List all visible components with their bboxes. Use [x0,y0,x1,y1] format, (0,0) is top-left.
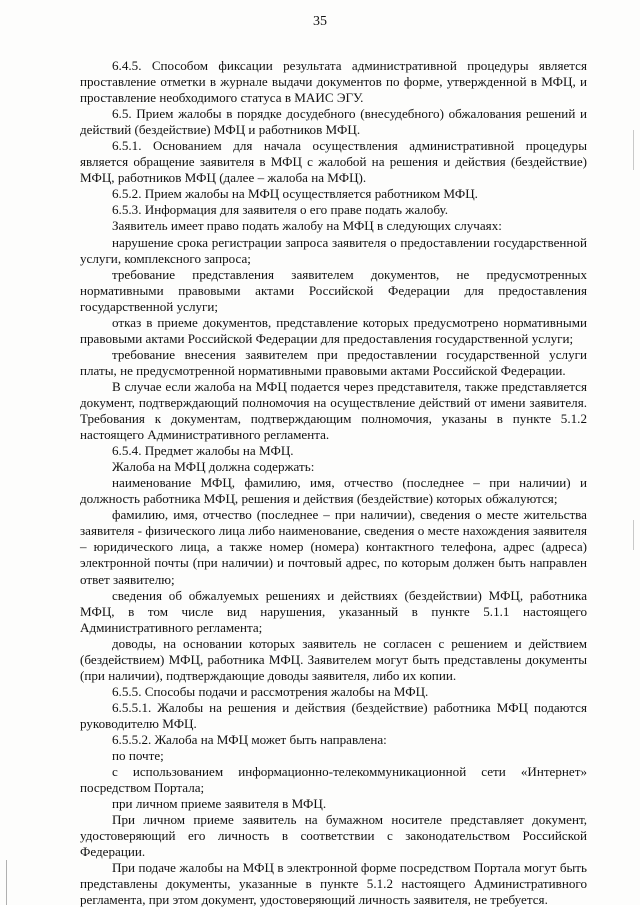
paragraph-6-5: 6.5. Прием жалобы в порядке досудебного (внесудебного) обжалования решений и действий (бездействие) МФЦ и работников МФЦ. [80,106,587,138]
list-item-via-internet: с использованием информационно-телекоммуникационной сети «Интернет» посредством Портала; [80,764,587,796]
list-item-deadline-violation: нарушение срока регистрации запроса заявителя о предоставлении государственной услуги, комплексного запроса; [80,234,587,266]
list-item-document-refusal: отказ в приеме документов, представление которых предусмотрено нормативными правовыми актами Российской Федерации для предоставления государственной услуги; [80,314,587,346]
document-body [80,58,587,908]
paragraph-6-5-5: 6.5.5. Способы подачи и рассмотрения жалобы на МФЦ. [112,683,429,699]
scan-margin-line [6,860,7,905]
paragraph-electronic-submission: При подаче жалобы на МФЦ в электронной форме посредством Портала могут быть представлены документы, указанные в пункте 5.1.2 настоящего Административного регламента, при этом документ, удостоверяющий личность заявителя, не требуется. [80,860,587,908]
scan-edge-mark [633,520,634,550]
paragraph-6-5-5-1: 6.5.5.1. Жалобы на решения и действия (бездействие) работника МФЦ подаются руководителю МФЦ. [80,699,587,731]
paragraph-6-5-3: 6.5.3. Информация для заявителя о его праве подать жалобу. [112,202,449,218]
paragraph-6-5-5-2: 6.5.5.2. Жалоба на МФЦ может быть направлена: [112,731,387,747]
paragraph-complaint-cases-intro: Заявитель имеет право подать жалобу на МФЦ в следующих случаях: [112,218,502,234]
paragraph-6-5-2: 6.5.2. Прием жалобы на МФЦ осуществляется работником МФЦ. [112,186,478,202]
paragraph-6-5-4: 6.5.4. Предмет жалобы на МФЦ. [112,443,294,459]
paragraph-personal-reception: При личном приеме заявитель на бумажном носителе представляет документ, удостоверяющий его личность в соответствии с законодательством Российской Федерации. [80,812,587,860]
list-item-mfc-name: наименование МФЦ, фамилию, имя, отчество (последнее – при наличии) и должность работника МФЦ, решения и действия (бездействие) которых обжалуются; [80,475,587,507]
paragraph-representative: В случае если жалоба на МФЦ подается через представителя, также представляется документ, подтверждающий полномочия на осуществление действий от имени заявителя. Требования к документам, подтверждающим полномочия, указаны в пункте 5.1.2 настоящего Административного регламента. [80,378,587,443]
list-item-by-mail: по почте; [112,748,164,764]
list-item-arguments: доводы, на основании которых заявитель не согласен с решением и действием (бездействием) МФЦ, работника МФЦ. Заявителем могут быть представлены документы (при наличии), подтверждающие доводы заявителя, либо их копии. [80,635,587,683]
paragraph-6-5-1: 6.5.1. Основанием для начала осуществления административной процедуры является обращение заявителя в МФЦ с жалобой на решения и действия (бездействие) МФЦ, работников МФЦ (далее – жалоба на МФЦ). [80,138,587,186]
list-item-applicant-details: фамилию, имя, отчество (последнее – при наличии), сведения о месте жительства заявителя - физического лица либо наименование, сведения о месте нахождения заявителя – юридического лица, а также номер (номера) контактного телефона, адрес (адреса) электронной почты (при наличии) и почтовый адрес, по которым должен быть направлен ответ заявителю; [80,507,587,587]
paragraph-6-4-5: 6.4.5. Способом фиксации результата административной процедуры является проставление отметки в журнале выдачи документов по форме, утвержденной в МФЦ, и проставление необходимого статуса в МАИС ЭГУ. [80,58,587,106]
page-number: 35 [313,14,327,29]
scan-edge-mark [633,130,634,170]
list-item-appealed-decisions: сведения об обжалуемых решениях и действиях (бездействии) МФЦ, работника МФЦ, в том числе вид нарушения, указанный в пункте 5.1.1 настоящего Административного регламента; [80,587,587,635]
paragraph-complaint-contents-intro: Жалоба на МФЦ должна содержать: [112,459,315,475]
list-item-extra-documents: требование представления заявителем документов, не предусмотренных нормативными правовыми актами Российской Федерации для предоставления государственной услуги; [80,266,587,314]
list-item-in-person: при личном приеме заявителя в МФЦ. [112,796,327,812]
list-item-fee-demand: требование внесения заявителем при предоставлении государственной услуги платы, не предусмотренной нормативными правовыми актами Российской Федерации. [80,346,587,378]
